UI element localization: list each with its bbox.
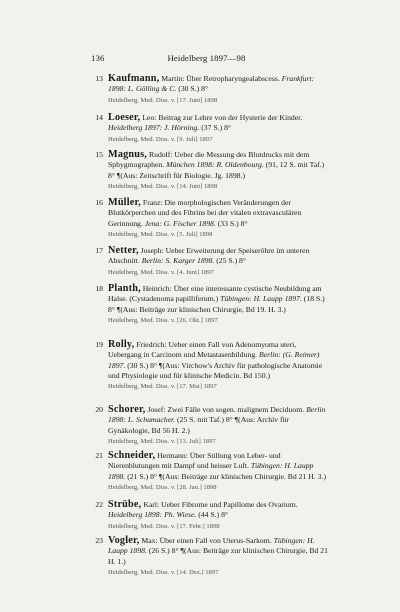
- entry-details: (18 S.) 8° ¶(Aus: Beiträge zur klinischen Chirurgie, Bd 19. H. 3.): [108, 294, 325, 314]
- bibliography-entry: [91, 113, 331, 145]
- bibliography-entry: [91, 451, 331, 493]
- entry-publisher: Tübingen: H. Laupp 1898.: [108, 536, 315, 556]
- entry-details: (37 S.) 8°: [201, 123, 232, 133]
- entry-publisher: Berlin 1898: L. Schumacher.: [108, 405, 326, 425]
- entry-number: 19: [95, 340, 103, 349]
- bibliography-entry: [91, 405, 331, 447]
- entry-details: (91, 12 S. mit Taf.) 8° ¶(Aus: Zeitschrift für Biologie. Jg. 1898.): [108, 160, 325, 180]
- entry-publisher: Heidelberg 1898: Ph. Wiese.: [108, 510, 197, 520]
- entry-text: Rudolf: Ueber die Messung des Blutdrucks mit dem Sphygmographen.: [108, 150, 310, 170]
- entry-number: 23: [95, 536, 103, 545]
- author-surname: Planth,: [108, 283, 141, 294]
- entry-text: Josef: Zwei Fälle von sogen. malignem Deciduom.: [147, 405, 305, 414]
- entry-dissertation-note: Heidelberg, Med. Diss. v. [14. Juni] 1898: [108, 182, 218, 190]
- bibliography-entry: [91, 246, 331, 278]
- bibliography-entry: [91, 500, 331, 532]
- entry-text: Heinrich: Über eine interessante cystische Neubildung am Halse. (Cystadenoma papilliferum.): [108, 284, 322, 304]
- entry-number: 17: [95, 246, 103, 255]
- entry-dissertation-note: Heidelberg, Med. Diss. v. [26. Okt.] 1897: [108, 316, 218, 324]
- author-surname: Kaufmann,: [108, 73, 160, 84]
- entry-text: Martin: Über Retropharyngealabscess.: [161, 74, 280, 83]
- entry-details: (21 S.) 8° ¶(Aus: Beiträge zur klinischen Chirurgie. Bd 21 H. 3.): [127, 471, 327, 481]
- entry-dissertation-note: Heidelberg, Med. Diss. v. [5. Juli] 1898: [108, 230, 213, 238]
- entry-number: 15: [95, 150, 103, 159]
- author-surname: Rolly,: [108, 339, 135, 350]
- entry-details: (33 S.) 8°: [217, 218, 248, 228]
- entry-dissertation-note: Heidelberg, Med. Diss. v. [17. Juni] 1898: [108, 96, 218, 104]
- entry-number: 22: [95, 500, 103, 509]
- author-surname: Müller,: [108, 197, 141, 208]
- entry-details: (44 S.) 8°: [198, 510, 229, 520]
- bibliography-entry: [91, 536, 331, 578]
- bibliography-entry: [91, 340, 331, 392]
- entry-dissertation-note: Heidelberg, Med. Diss. v. [17. Mai] 1897: [108, 383, 217, 391]
- entry-publisher: Tübingen: H. Laupp 1897.: [220, 294, 302, 304]
- entry-details: (25 S. mit Taf.) 8° ¶(Aus: Archiv für Gynäkologie, Bd 56 H. 2.): [108, 415, 289, 435]
- author-surname: Strübe,: [108, 499, 142, 510]
- entry-dissertation-note: Heidelberg, Med. Diss. v. [13. Juli] 1897: [108, 437, 216, 445]
- page-number: 136: [91, 53, 105, 63]
- entry-number: 14: [95, 113, 103, 122]
- entry-text: Franz: Die morphologischen Veränderungen der Blutkörperchen und des Fibrins bei der vitalen extravasculären Gerinnung.: [108, 198, 302, 228]
- entry-text: Hermann: Über Stillung von Leber- und Nierenblutungen mit Dampf und heisser Luft.: [108, 451, 281, 471]
- entry-details: (30 S.) 8° ¶(Aus: Virchow's Archiv für pathologische Anatomie und Physiologie und für klinische Medicin. Bd 150.): [108, 360, 323, 380]
- entry-publisher: Frankfurt: 1898: L. Gölling & C.: [108, 74, 315, 94]
- entry-dissertation-note: Heidelberg, Med. Diss. v. [4. Juni] 1897: [108, 268, 214, 276]
- bibliography-entry: [91, 150, 331, 192]
- entry-text: Karl: Ueber Fibrome und Papillome des Ovarium.: [143, 500, 298, 509]
- author-surname: Magnus,: [108, 149, 148, 160]
- entry-publisher: München 1898: R. Oldenbourg.: [166, 160, 264, 170]
- entry-number: 21: [95, 451, 103, 460]
- author-surname: Netter,: [108, 245, 139, 256]
- entry-text: Friedrich: Ueber einen Fall von Adenomyoma uteri, Uebergang in Carcinom und Metastasenbildung.: [108, 340, 297, 360]
- entry-dissertation-note: Heidelberg, Med. Diss. v. [9. Juli] 1897: [108, 135, 213, 143]
- entry-publisher: Heidelberg 1897: J. Hörning.: [108, 123, 200, 133]
- entry-details: (25 S.) 8°: [216, 256, 246, 266]
- bibliography-entry: [91, 284, 331, 326]
- entry-details: (30 S.) 8°: [178, 84, 209, 94]
- entry-publisher: Jena: G. Fischer 1898.: [144, 218, 216, 228]
- entry-publisher: Berlin: S. Karger 1898.: [141, 256, 215, 266]
- entry-text: Max: Über einen Fall von Uterus-Sarkom.: [141, 536, 272, 545]
- entry-dissertation-note: Heidelberg, Med. Diss. v. [14. Dez.] 1897: [108, 568, 219, 576]
- entry-publisher: Tübingen: H. Laupp 1898.: [108, 461, 314, 481]
- entry-details: (26 S.) 8° ¶(Aus: Beiträge zur klinischen Chirurgie, Bd 21 H. 1.): [108, 546, 328, 566]
- entry-text: Joseph: Ueber Erweiterung der Speiseröhre im unteren Abschnitt.: [108, 246, 310, 266]
- bibliography-entry: [91, 198, 331, 240]
- entry-dissertation-note: Heidelberg, Med. Diss. v. [17. Febr.] 1898: [108, 522, 220, 530]
- author-surname: Vogler,: [108, 535, 140, 546]
- bibliography-entry: [91, 74, 331, 106]
- entry-dissertation-note: Heidelberg, Med. Diss. v. [28. Jan.] 1898: [108, 483, 217, 491]
- entry-number: 13: [95, 74, 103, 83]
- running-title: Heidelberg 1897—98: [167, 53, 246, 63]
- entry-number: 18: [95, 284, 103, 293]
- author-surname: Schneider,: [108, 450, 156, 461]
- entry-publisher: Berlin: (G. Reimer) 1897.: [108, 350, 320, 370]
- entry-number: 20: [95, 405, 103, 414]
- entry-text: Leo: Beitrag zur Lehre von der Hysterie der Kinder.: [142, 113, 303, 122]
- author-surname: Schorer,: [108, 404, 146, 415]
- author-surname: Loeser,: [108, 112, 141, 123]
- entry-number: 16: [95, 198, 103, 207]
